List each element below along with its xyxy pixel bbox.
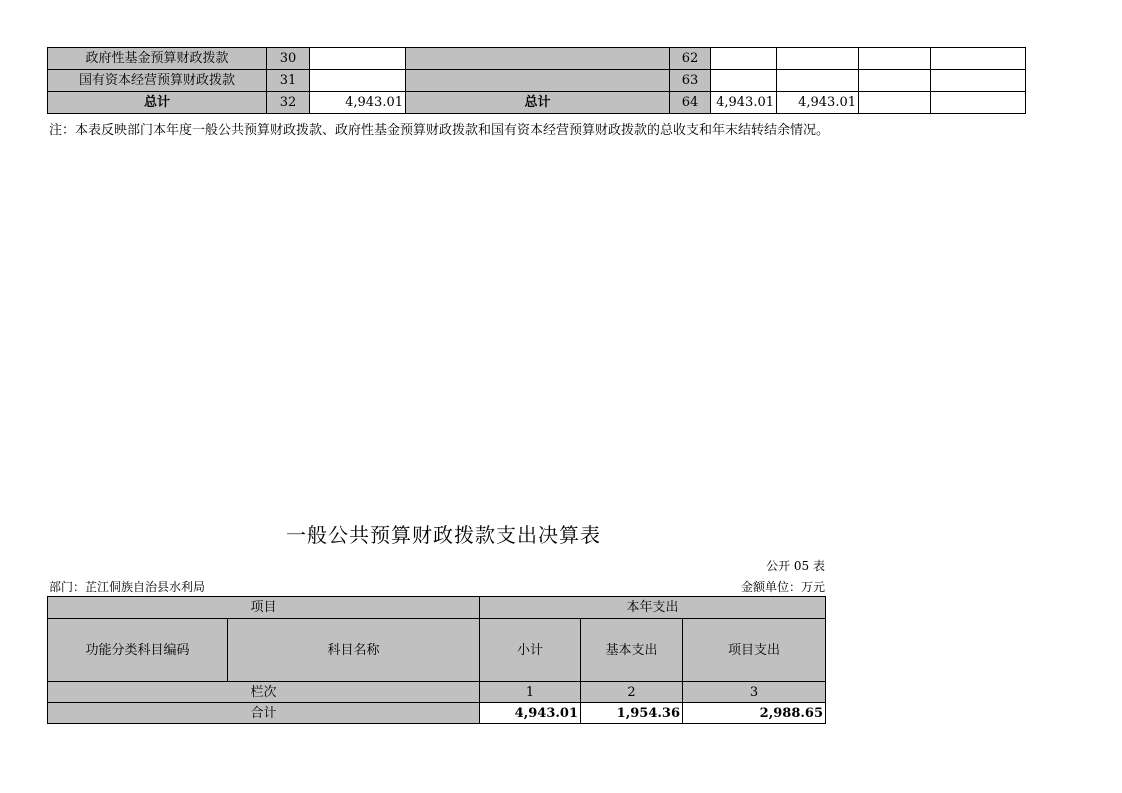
basic-expense-amount: 1,954.36 [581,703,683,724]
amount-cell [310,70,406,92]
amount-cell [777,48,859,70]
row-number: 62 [670,48,711,70]
row-label: 政府性基金预算财政拨款 [48,48,267,70]
row-number: 31 [267,70,310,92]
amount-cell [931,70,1026,92]
amount-cell [931,92,1026,114]
table-row [48,70,1026,92]
income-expense-summary-table [47,47,1026,114]
total-label: 总计 [48,92,267,114]
amount-cell [777,70,859,92]
amount-cell [310,48,406,70]
row-number: 32 [267,92,310,114]
subtotal-header: 小计 [480,619,581,682]
header-row [48,597,826,619]
column-number: 3 [683,682,826,703]
row-order-label: 栏次 [48,682,480,703]
row-label [406,70,670,92]
table-note: 注：本表反映部门本年度一般公共预算财政拨款、政府性基金预算财政拨款和国有资本经营预算财政拨款的总收支和年末结转结余情况。 [49,123,830,138]
table-row-total [48,92,1026,114]
amount-cell [711,70,777,92]
amount-cell [931,48,1026,70]
project-header: 项目 [48,597,480,619]
row-number: 64 [670,92,711,114]
row-number: 63 [670,70,711,92]
amount-cell: 4,943.01 [777,92,859,114]
project-expense-header: 项目支出 [683,619,826,682]
amount-cell [859,70,931,92]
project-expense-amount: 2,988.65 [683,703,826,724]
current-year-expense-header: 本年支出 [480,597,826,619]
column-number: 1 [480,682,581,703]
column-number: 2 [581,682,683,703]
subject-name-header: 科目名称 [228,619,480,682]
header-row [48,619,826,682]
form-number: 公开 05 表 [766,559,825,573]
total-label: 合计 [48,703,480,724]
basic-expense-header: 基本支出 [581,619,683,682]
column-number-row [48,682,826,703]
general-budget-expense-table [47,596,826,724]
row-number: 30 [267,48,310,70]
table-row [48,48,1026,70]
total-label: 总计 [406,92,670,114]
amount-cell: 4,943.01 [310,92,406,114]
amount-cell: 4,943.01 [711,92,777,114]
amount-cell [711,48,777,70]
department-label: 部门：芷江侗族自治县水利局 [49,580,206,594]
subtotal-amount: 4,943.01 [480,703,581,724]
amount-cell [859,92,931,114]
func-code-header: 功能分类科目编码 [48,619,228,682]
row-label [406,48,670,70]
page-title: 一般公共预算财政拨款支出决算表 [286,523,601,547]
amount-unit-label: 金额单位：万元 [740,580,825,594]
amount-cell [859,48,931,70]
row-label: 国有资本经营预算财政拨款 [48,70,267,92]
total-row [48,703,826,724]
